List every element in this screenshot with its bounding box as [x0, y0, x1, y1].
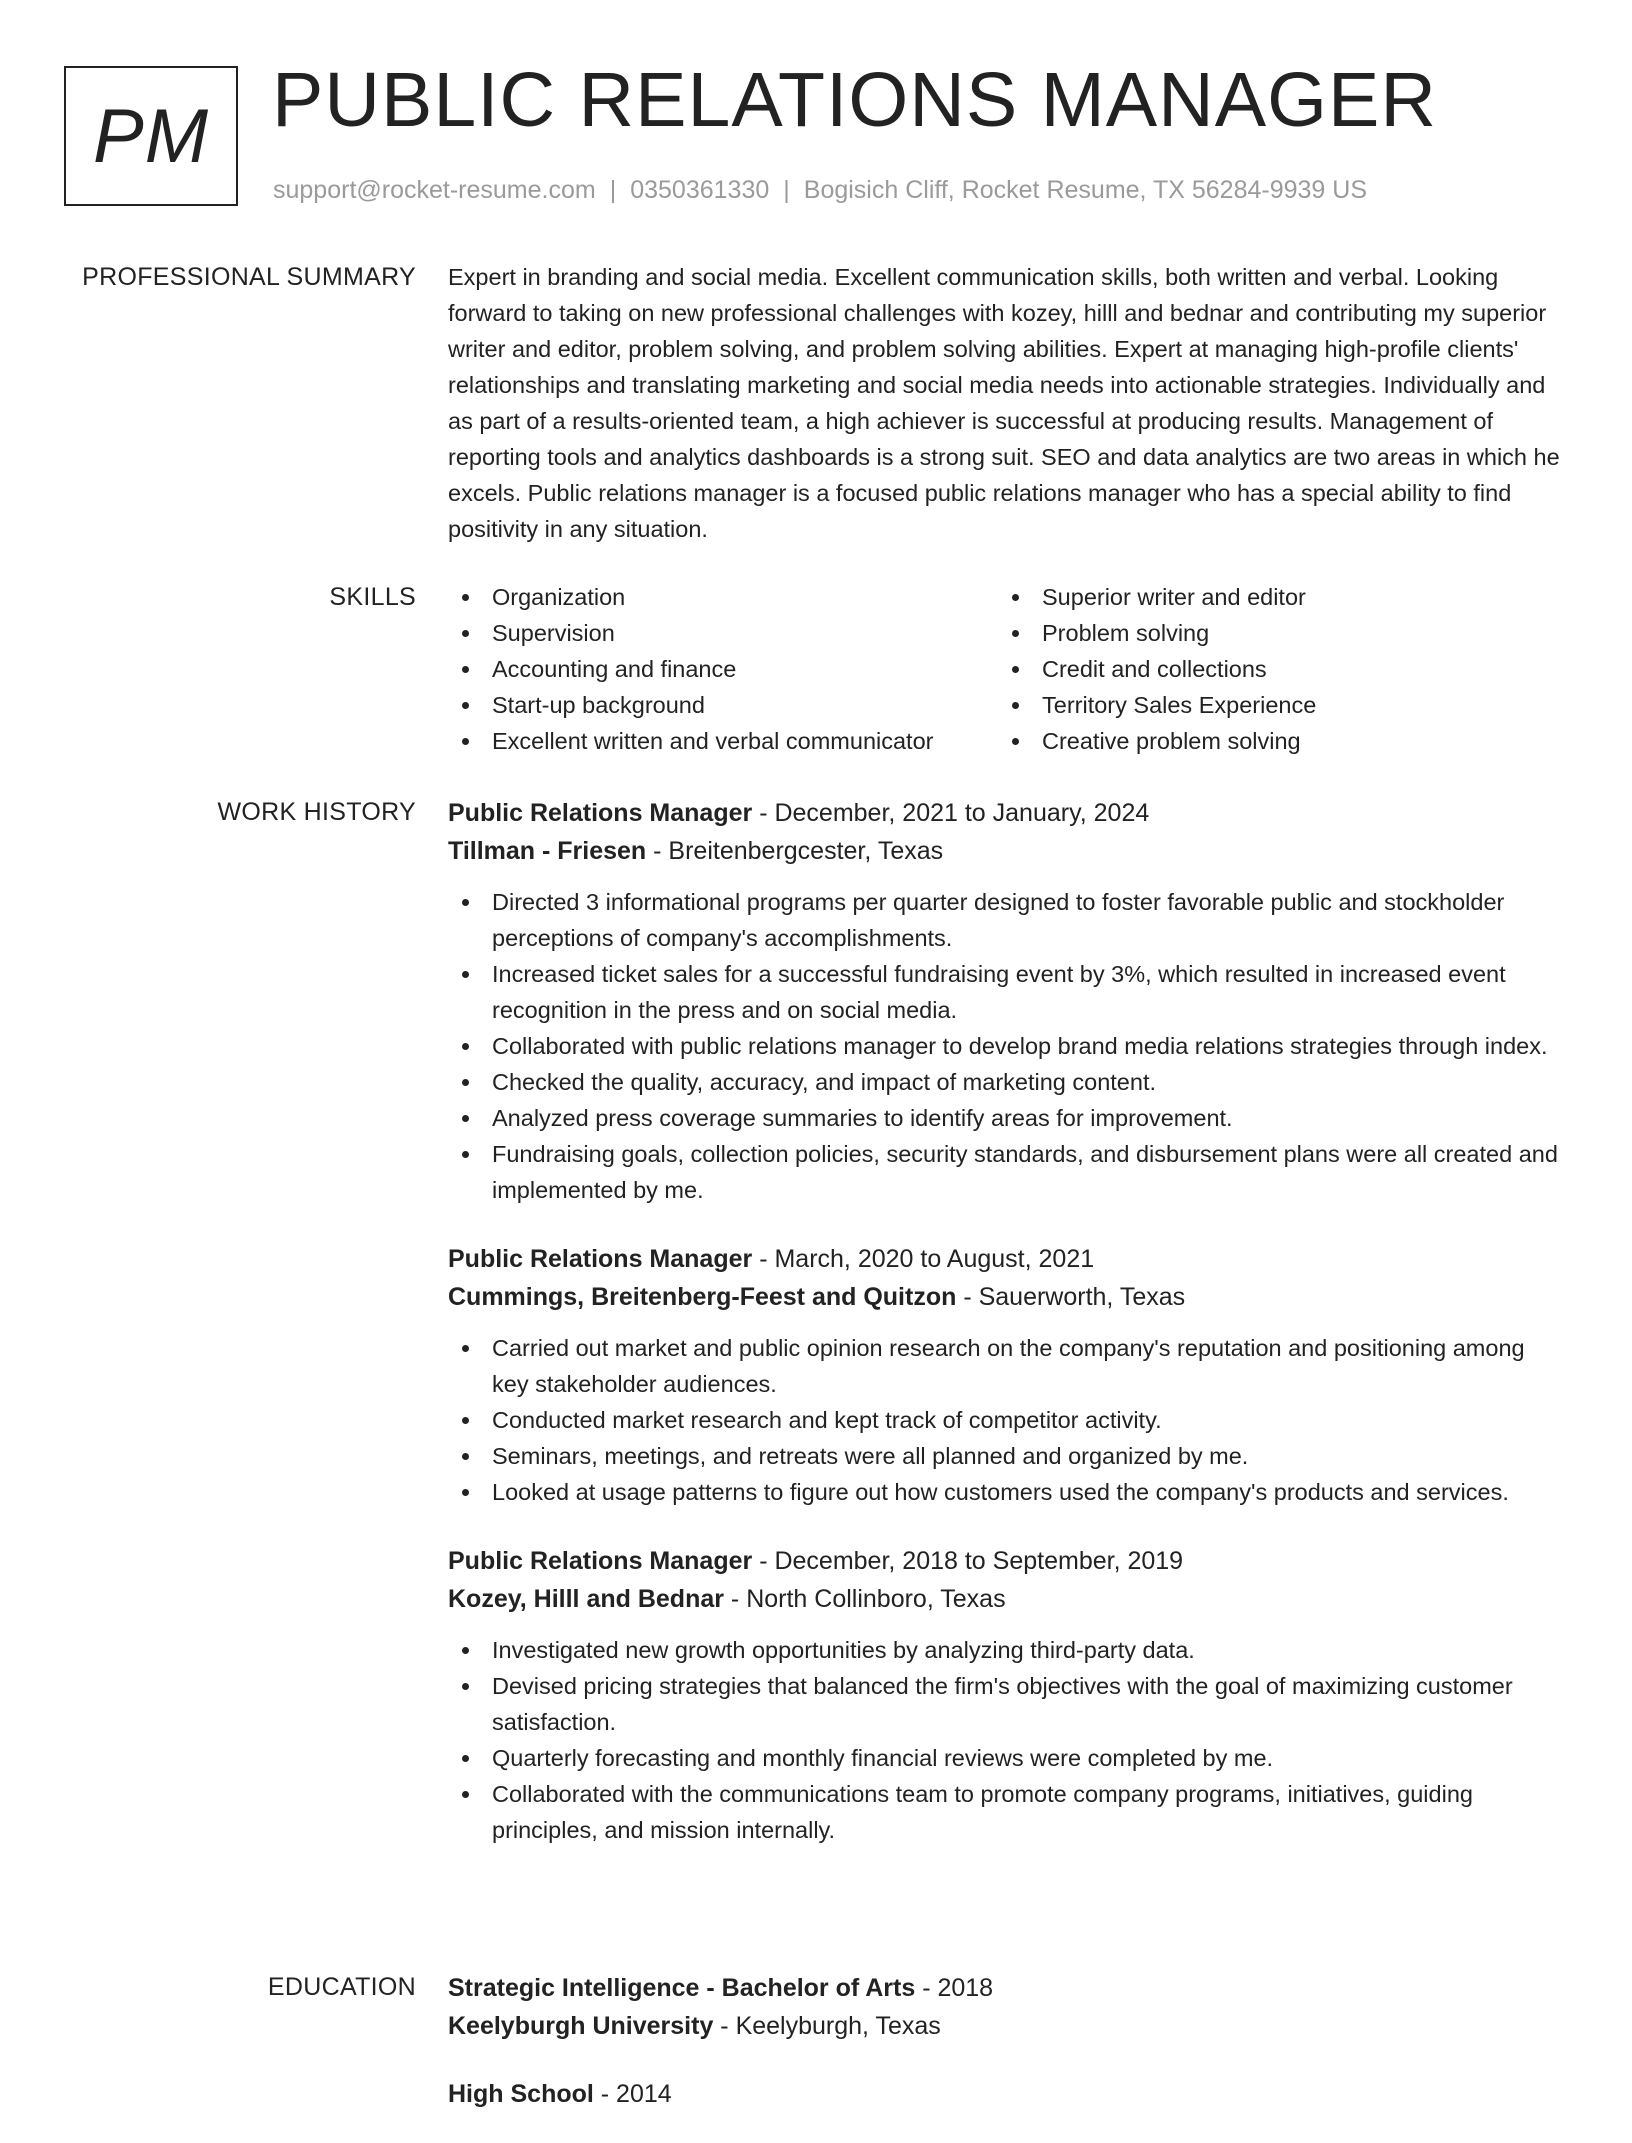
- job-entry: [448, 1240, 1566, 1510]
- job-title: Public Relations Manager: [448, 799, 753, 827]
- education-entry: [448, 1969, 1566, 2045]
- summary-text: Expert in branding and social media. Excellent communication skills, both written and verbal. Looking forward to taking on new professional challenges with kozey, hilll and bednar and contributing my superior writer and editor, problem solving, and problem solving abilities. Expert at managing high-profile clients' relationships and translating marketing and social media needs into actionable strategies. Individually and as part of a results-oriented team, a high achiever is successful at producing results. Management of reporting tools and analytics dashboards is a strong suit. SEO and data analytics are two areas in which he excels. Public relations manager is a focused public relations manager who has a special ability to find positivity in any situation.: [448, 264, 1560, 542]
- section-label-work-history: WORK HISTORY: [217, 798, 416, 826]
- summary-body: [448, 259, 1566, 547]
- skill-item: Problem solving: [998, 615, 1558, 651]
- monogram-logo: PM: [64, 66, 238, 206]
- job-bullet: Conducted market research and kept track of competitor activity.: [448, 1402, 1566, 1438]
- job-company: Cummings, Breitenberg-Feest and Quitzon: [448, 1283, 957, 1311]
- skill-item: Creative problem solving: [998, 723, 1558, 759]
- skill-item: Organization: [448, 579, 998, 615]
- job-bullet: Devised pricing strategies that balanced the firm's objectives with the goal of maximizing customer satisfaction.: [448, 1668, 1566, 1740]
- skill-item: Territory Sales Experience: [998, 687, 1558, 723]
- skill-item: Excellent written and verbal communicator: [448, 723, 998, 759]
- degree-name: Strategic Intelligence - Bachelor of Arts: [448, 1974, 916, 2002]
- job-company-line: [448, 1278, 1566, 1316]
- job-location: - Sauerworth, Texas: [956, 1283, 1186, 1311]
- school-name: Keelyburgh University: [448, 2012, 714, 2040]
- skills-body: [448, 579, 1566, 759]
- job-bullet: Seminars, meetings, and retreats were all planned and organized by me.: [448, 1438, 1566, 1474]
- job-bullet: Collaborated with the communications team to promote company programs, initiatives, guiding principles, and mission internally.: [448, 1776, 1566, 1848]
- job-bullet: Analyzed press coverage summaries to identify areas for improvement.: [448, 1100, 1566, 1136]
- skill-item: Credit and collections: [998, 651, 1558, 687]
- page-title: PUBLIC RELATIONS MANAGER: [272, 57, 1437, 143]
- job-title: Public Relations Manager: [448, 1245, 753, 1273]
- job-company-line: [448, 1580, 1566, 1618]
- job-bullet: Carried out market and public opinion research on the company's reputation and positioning among key stakeholder audiences.: [448, 1330, 1566, 1402]
- job-location: - Breitenbergcester, Texas: [646, 837, 944, 865]
- section-label-summary: PROFESSIONAL SUMMARY: [82, 263, 416, 291]
- job-bullet: Collaborated with public relations manager to develop brand media relations strategies through index.: [448, 1028, 1566, 1064]
- section-label-skills: SKILLS: [329, 583, 416, 611]
- contact-separator: |: [783, 176, 790, 204]
- job-company: Kozey, Hilll and Bednar: [448, 1585, 724, 1613]
- job-bullet: Investigated new growth opportunities by analyzing third-party data.: [448, 1632, 1566, 1668]
- education-entry: [448, 2075, 1566, 2113]
- job-dates: - March, 2020 to August, 2021: [752, 1245, 1095, 1273]
- job-location: - North Collinboro, Texas: [723, 1585, 1006, 1613]
- address-text: Bogisich Cliff, Rocket Resume, TX 56284-9939 US: [803, 176, 1368, 204]
- degree-name: High School: [448, 2080, 594, 2108]
- degree-year: - 2018: [915, 1974, 994, 2002]
- school-location: - Keelyburgh, Texas: [713, 2012, 941, 2040]
- job-bullet: Looked at usage patterns to figure out how customers used the company's products and services.: [448, 1474, 1566, 1510]
- job-dates: - December, 2021 to January, 2024: [752, 799, 1150, 827]
- email-text: support@rocket-resume.com: [273, 176, 596, 204]
- skill-item: Superior writer and editor: [998, 579, 1558, 615]
- contact-line: [273, 174, 1367, 206]
- job-bullet: Checked the quality, accuracy, and impact of marketing content.: [448, 1064, 1566, 1100]
- job-company-line: [448, 832, 1566, 870]
- job-company: Tillman - Friesen: [448, 837, 647, 865]
- phone-text: 0350361330: [630, 176, 770, 204]
- work-history-body: [448, 794, 1566, 1880]
- job-bullet-list: [448, 1632, 1566, 1848]
- job-bullet: Increased ticket sales for a successful fundraising event by 3%, which resulted in increased event recognition in the press and on social media.: [448, 956, 1566, 1028]
- skill-item: Accounting and finance: [448, 651, 998, 687]
- skill-item: Supervision: [448, 615, 998, 651]
- job-bullet: Directed 3 informational programs per quarter designed to foster favorable public and stockholder perceptions of company's accomplishments.: [448, 884, 1566, 956]
- school-line: [448, 2007, 1566, 2045]
- job-title: Public Relations Manager: [448, 1547, 753, 1575]
- skills-list-left: [448, 579, 998, 759]
- contact-separator: |: [609, 176, 617, 204]
- job-entry: [448, 1542, 1566, 1848]
- job-entry: [448, 794, 1566, 1208]
- job-title-line: [448, 1240, 1566, 1278]
- skills-list-right: [998, 579, 1558, 759]
- job-bullet-list: [448, 1330, 1566, 1510]
- job-title-line: [448, 794, 1566, 832]
- degree-line: [448, 1969, 1566, 2007]
- section-label-education: EDUCATION: [267, 1973, 416, 2001]
- job-dates: - December, 2018 to September, 2019: [752, 1547, 1184, 1575]
- job-bullet-list: [448, 884, 1566, 1208]
- job-bullet: Fundraising goals, collection policies, security standards, and disbursement plans were all created and implemented by me.: [448, 1136, 1566, 1208]
- degree-year: - 2014: [593, 2080, 672, 2108]
- education-body: [448, 1969, 1566, 2143]
- skill-item: Start-up background: [448, 687, 998, 723]
- degree-line: [448, 2075, 1566, 2113]
- job-bullet: Quarterly forecasting and monthly financial reviews were completed by me.: [448, 1740, 1566, 1776]
- job-title-line: [448, 1542, 1566, 1580]
